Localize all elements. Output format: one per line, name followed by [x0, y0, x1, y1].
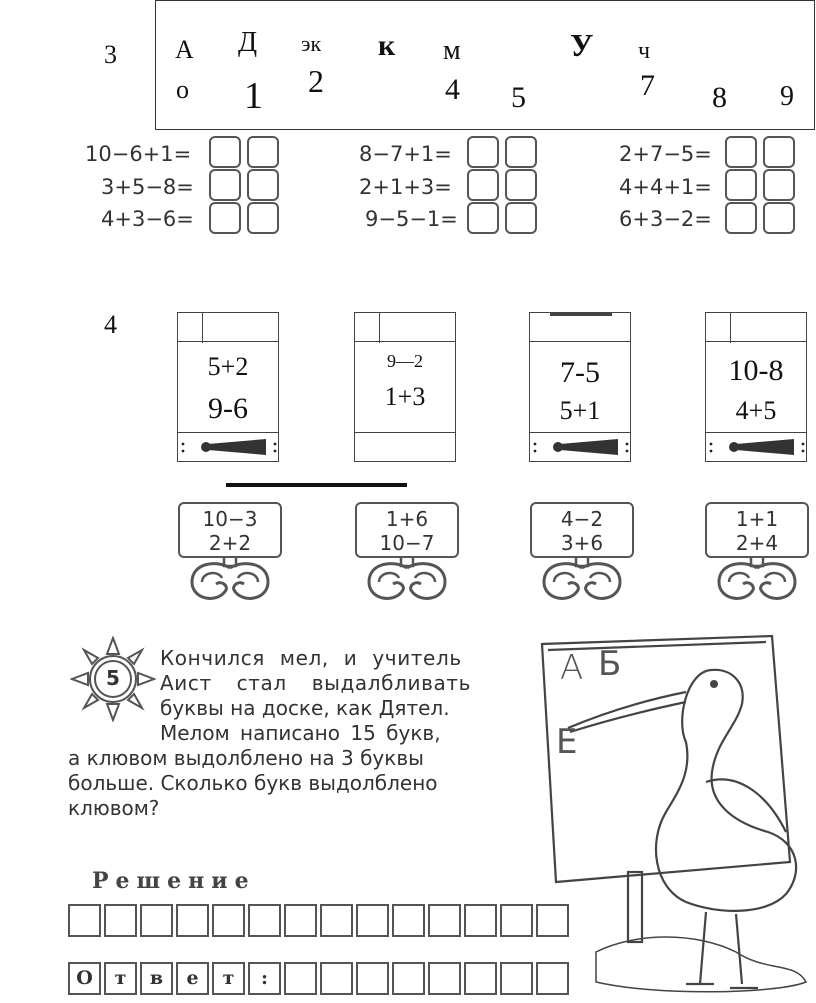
answer-cell[interactable]: [320, 962, 353, 995]
key-letter: эк: [301, 31, 322, 56]
answer-cell[interactable]: [763, 136, 795, 168]
task5-number: 5: [106, 666, 120, 690]
problem-line: Мелом написано 15 букв,: [160, 721, 441, 745]
answer-cell[interactable]: [505, 202, 537, 234]
key-bow-icon: [705, 556, 809, 610]
answer-cell[interactable]: [505, 169, 537, 201]
key-letter: Д: [238, 27, 258, 58]
answer-cell[interactable]: [500, 962, 533, 995]
equation: 2+7−5=: [619, 142, 712, 166]
answer-cell[interactable]: [284, 962, 317, 995]
key-letter-o: о: [176, 75, 189, 104]
problem-line: больше. Сколько букв выдолблено: [68, 771, 438, 795]
key-bow-icon: [355, 556, 459, 610]
board-letter: Е: [556, 722, 578, 762]
key-letter: У: [570, 27, 594, 63]
card-line: 5+2: [207, 352, 249, 381]
problem-line: Аист стал выдалбливать: [160, 671, 471, 695]
equation: 3+5−8=: [101, 175, 194, 199]
plaque-line: 10−3: [202, 507, 258, 531]
card-line: 1+3: [384, 382, 426, 411]
plaque-line: 10−7: [379, 531, 435, 555]
key-letter: ч: [638, 38, 651, 64]
answer-grid: [68, 962, 572, 995]
equation: 8−7+1=: [359, 142, 452, 166]
answer-cell[interactable]: [209, 169, 241, 201]
answer-cell[interactable]: [209, 202, 241, 234]
answer-cell[interactable]: [247, 169, 279, 201]
equation-column-3: [619, 136, 809, 236]
key-letter: м: [443, 35, 461, 66]
answer-cell[interactable]: [247, 202, 279, 234]
task3-number: 3: [104, 40, 117, 69]
door-card: [354, 312, 456, 462]
problem-line: буквы на доске, как Дятел.: [160, 696, 450, 720]
card-line: 10-8: [728, 354, 784, 387]
plaque-line: 1+1: [735, 507, 779, 531]
answer-label-cell: :: [248, 962, 281, 995]
door-handle-icon: [530, 433, 632, 461]
answer-label-cell: т: [212, 962, 245, 995]
answer-label-cell: т: [104, 962, 137, 995]
door-handle-icon: [706, 433, 808, 461]
answer-label-cell: в: [140, 962, 173, 995]
answer-cell[interactable]: [392, 962, 425, 995]
answer-label-cell: е: [176, 962, 209, 995]
card-line: 4+5: [735, 396, 777, 425]
answer-label-cell: О: [68, 962, 101, 995]
plaque-line: 2+4: [735, 531, 779, 555]
key-number: 1: [244, 75, 263, 117]
answer-cell[interactable]: [467, 169, 499, 201]
equation: 2+1+3=: [359, 175, 452, 199]
card-line: 5+1: [559, 396, 601, 425]
equation: 4+3−6=: [101, 207, 194, 231]
answer-cell[interactable]: [467, 136, 499, 168]
answer-cell[interactable]: [725, 202, 757, 234]
door-card: [705, 312, 807, 462]
door-handle-icon: [178, 433, 280, 461]
equation: 4+4+1=: [619, 175, 712, 199]
key-number: 5: [511, 81, 526, 114]
cipher-key-box: [155, 0, 815, 130]
answer-cell[interactable]: [763, 169, 795, 201]
key-bow-icon: [530, 556, 634, 610]
key-number: 2: [308, 63, 324, 99]
answer-cell[interactable]: [247, 136, 279, 168]
answer-cell[interactable]: [464, 962, 497, 995]
answer-cell[interactable]: [428, 962, 461, 995]
plaque-line: 3+6: [560, 531, 604, 555]
answer-cell[interactable]: [725, 136, 757, 168]
door-card: [529, 312, 631, 462]
solution-grid: [68, 904, 572, 937]
equation: 10−6+1=: [85, 142, 192, 166]
key-letter: А: [175, 35, 194, 64]
equation-column-2: [359, 136, 549, 236]
key-number: 7: [640, 69, 655, 102]
key-bow-icon: [178, 556, 282, 610]
board-letter: А: [560, 648, 584, 688]
key-plaque: [705, 502, 809, 558]
door-card: [177, 312, 279, 462]
problem-line: клювом?: [68, 796, 160, 820]
card-line: 7-5: [560, 356, 600, 389]
answer-cell[interactable]: [763, 202, 795, 234]
key-plaque: [355, 502, 459, 558]
equation: 6+3−2=: [619, 207, 712, 231]
problem-line: Кончился мел, и учитель: [160, 646, 462, 670]
key-number: 8: [712, 81, 727, 114]
answer-cell[interactable]: [505, 136, 537, 168]
key-plaque: [178, 502, 282, 558]
answer-cell[interactable]: [356, 962, 389, 995]
key-letter: к: [378, 29, 396, 62]
plaque-line: 1+6: [385, 507, 429, 531]
plaque-line: 4−2: [560, 507, 604, 531]
card-line: 9-6: [208, 392, 248, 425]
key-plaque: [530, 502, 634, 558]
card-line: 9—2: [387, 351, 423, 371]
answer-cell[interactable]: [725, 169, 757, 201]
answer-cell[interactable]: [209, 136, 241, 168]
connector-line: [226, 483, 407, 487]
key-number: 9: [780, 81, 794, 112]
answer-cell[interactable]: [467, 202, 499, 234]
problem-line: а клювом выдолблено на 3 буквы: [68, 746, 424, 770]
key-number: 4: [445, 73, 460, 106]
board-letter: Б: [598, 644, 622, 684]
equation-column-1: [85, 136, 295, 236]
answer-cell[interactable]: [536, 962, 569, 995]
task4-number: 4: [104, 310, 117, 339]
equation: 9−5−1=: [365, 207, 458, 231]
plaque-line: 2+2: [208, 531, 252, 555]
solution-label: Решение: [92, 868, 256, 894]
